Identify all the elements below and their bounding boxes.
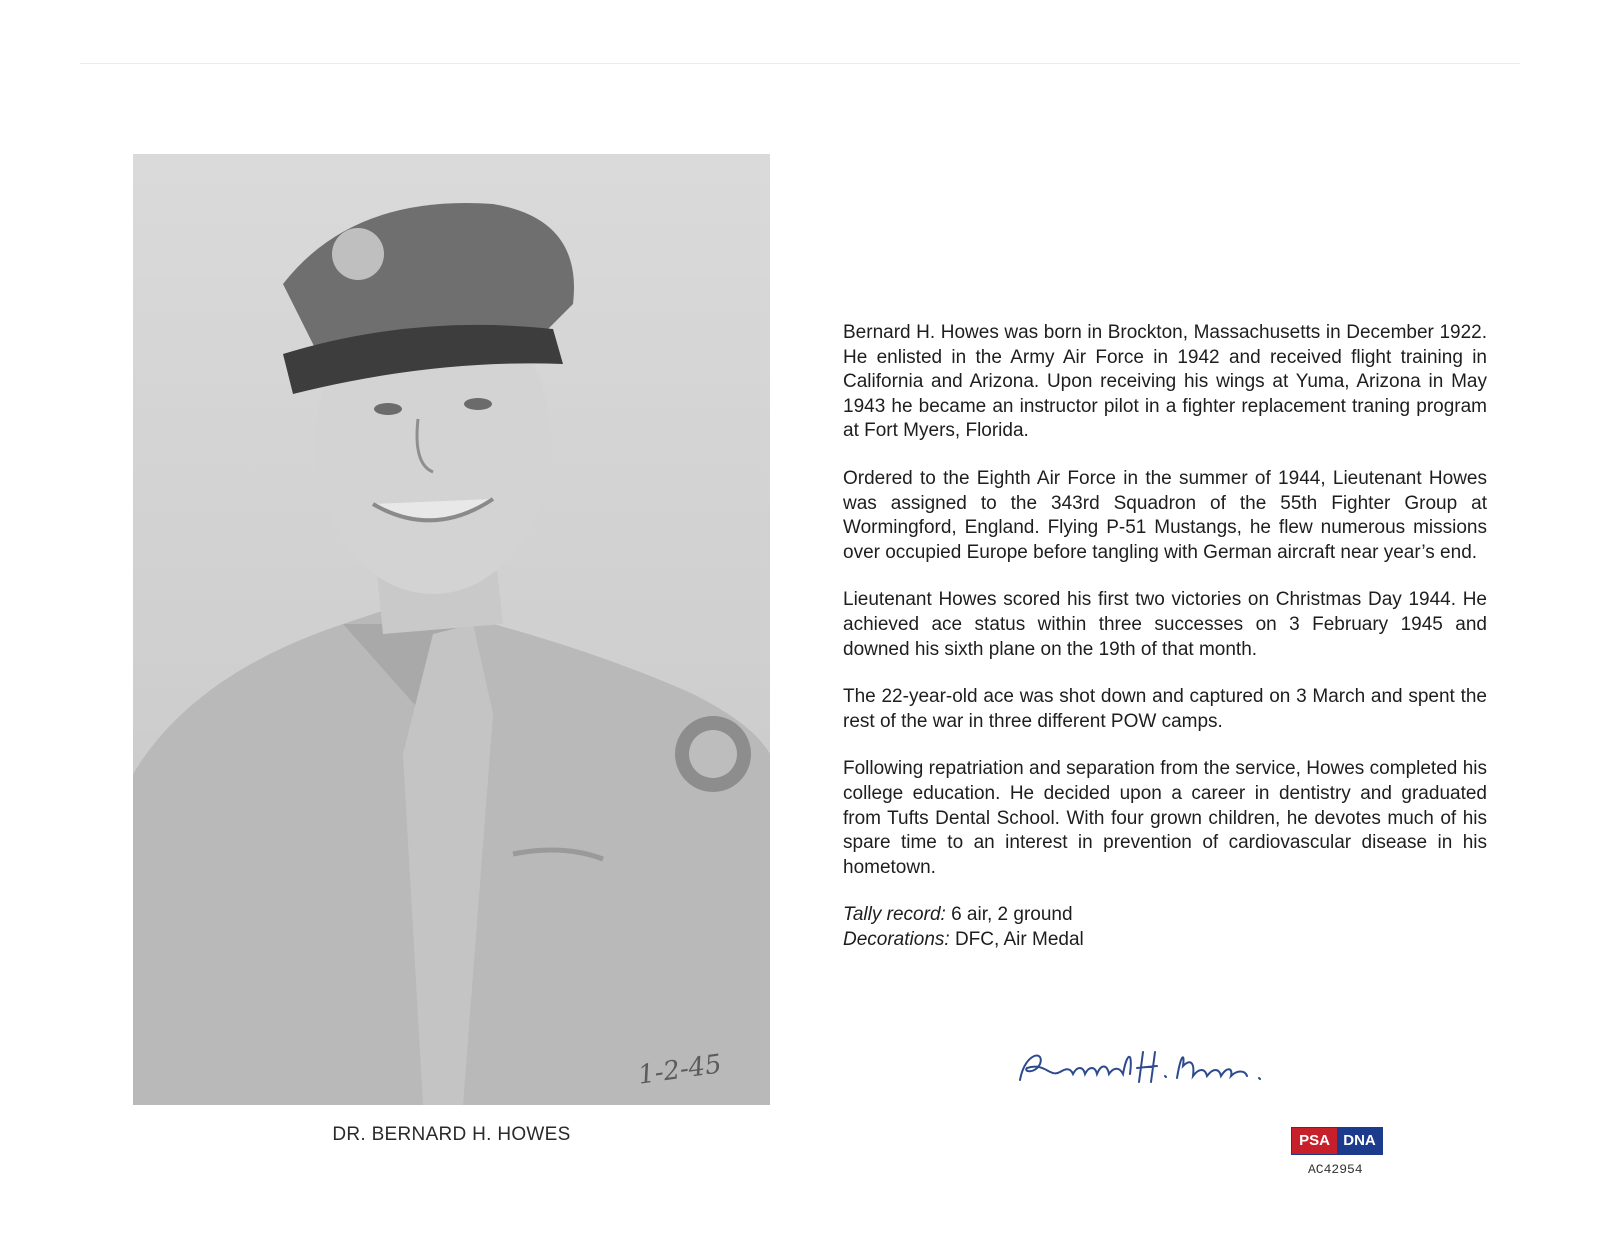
- tally-record-line: [843, 903, 1487, 928]
- photo-caption: DR. BERNARD H. HOWES: [332, 1124, 571, 1145]
- portrait-photo: [133, 154, 770, 1105]
- decorations-value: DFC, Air Medal: [949, 928, 1084, 950]
- psa-dna-logo: [1291, 1127, 1383, 1155]
- decorations-line: [843, 928, 1487, 953]
- biography: [843, 321, 1487, 952]
- signature-icon: [1015, 1042, 1315, 1092]
- bio-paragraph: The 22-year-old ace was shot down and captured on 3 March and spent the rest of the war in three different POW camps.: [843, 686, 1487, 732]
- portrait-icon: [133, 154, 770, 1105]
- bio-paragraph: Following repatriation and separation from the service, Howes completed his college education. He decided upon a career in dentistry and graduated from Tufts Dental School. With four grown children, he devotes much of his spare time to an interest in prevention of cardiovascular disease in his hometown.: [843, 758, 1487, 878]
- top-rule: [80, 63, 1520, 64]
- bio-paragraph: Lieutenant Howes scored his first two victories on Christmas Day 1944. He achieved ace status within three successes on 3 February 1945 and downed his sixth plane on the 19th of that month.: [843, 589, 1487, 660]
- psa-logo-text: PSA: [1292, 1128, 1337, 1154]
- tally-label: Tally record:: [843, 904, 946, 926]
- handwritten-signature: [1015, 1042, 1315, 1092]
- dna-logo-text: DNA: [1337, 1128, 1382, 1154]
- certificate-number: AC42954: [1308, 1162, 1363, 1177]
- handwritten-date-note: 1-2-45: [636, 1049, 724, 1091]
- decorations-label: Decorations:: [843, 928, 950, 950]
- bio-paragraph: Ordered to the Eighth Air Force in the summer of 1944, Lieutenant Howes was assigned to the 343rd Squadron of the 55th Fighter Group at Wormingford, England. Flying P-51 Mustangs, he flew numerous missions over occupied Europe before tangling with German aircraft near year’s end.: [843, 467, 1487, 563]
- bio-paragraph: Bernard H. Howes was born in Brockton, Massachusetts in December 1922. He enlisted in the Army Air Force in 1942 and received flight training in California and Arizona. Upon receiving his wings at Yuma, Arizona in May 1943 he became an instructor pilot in a fighter replacement traning program at Fort Myers, Florida.: [843, 322, 1487, 442]
- tally-value: 6 air, 2 ground: [945, 904, 1073, 926]
